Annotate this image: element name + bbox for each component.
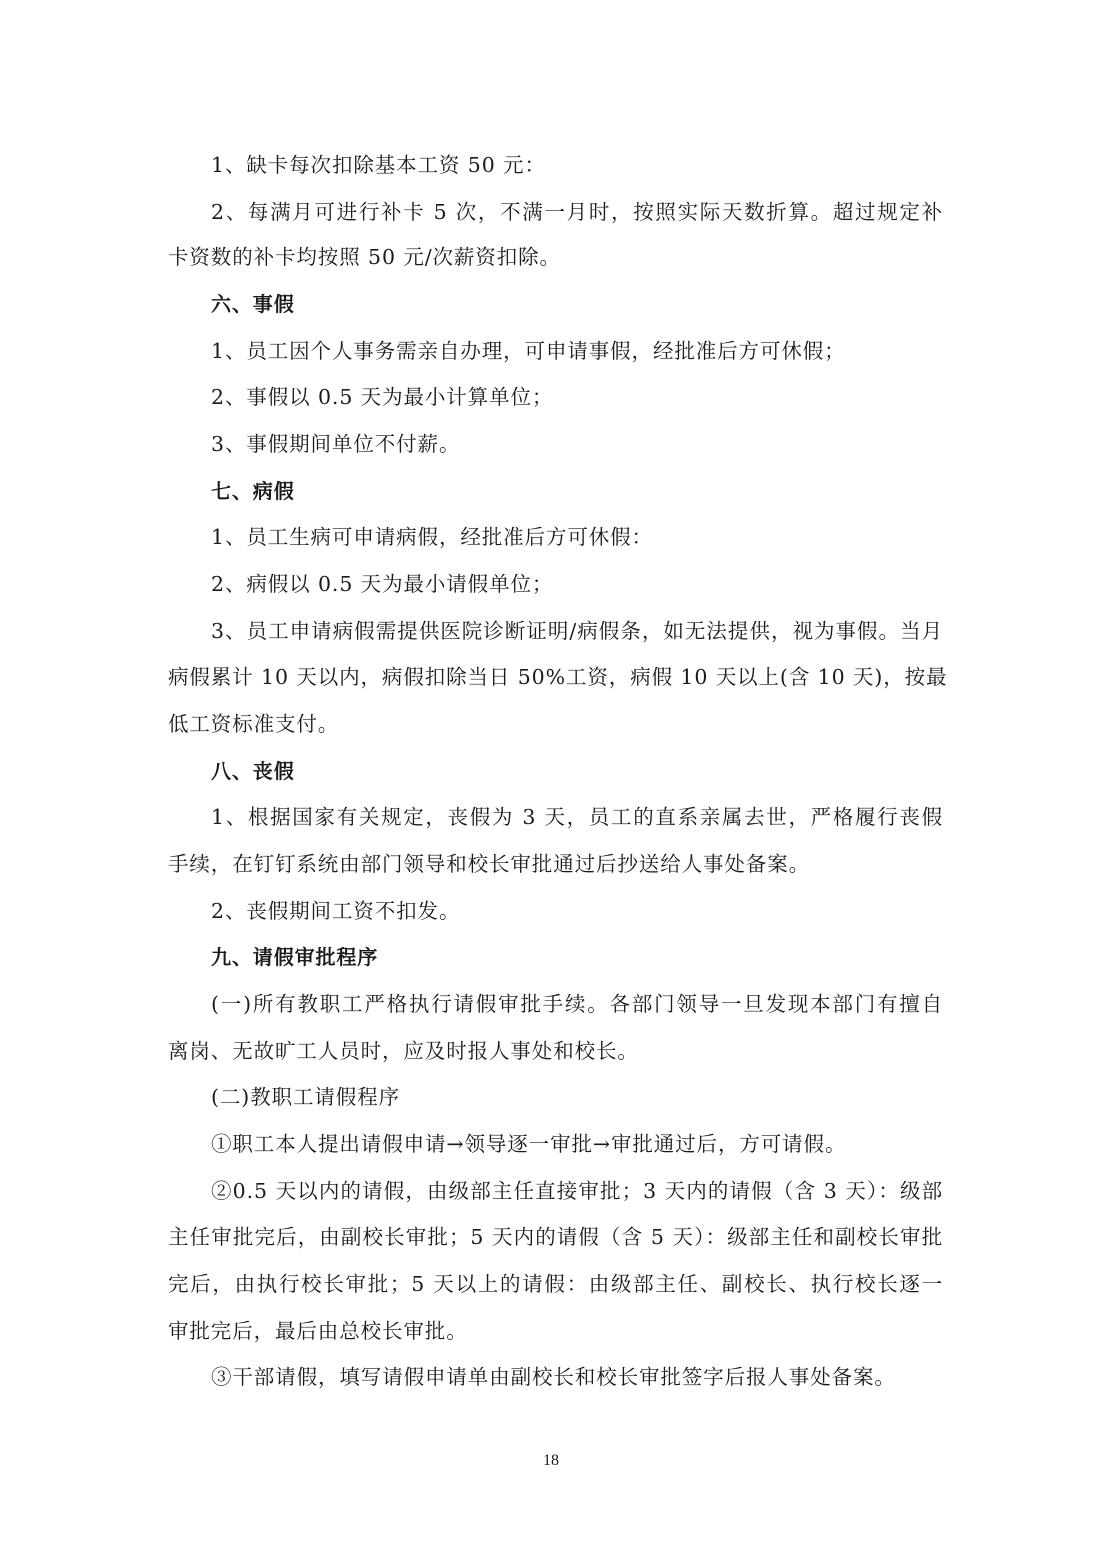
personal-leave-rule-1: 1、员工因个人事务需亲自办理，可申请事假，经批准后方可休假； [211,339,846,363]
approval-step-2-line-3: 完后，由执行校长审批；5 天以上的请假：由级部主任、副校长、执行校长逐一 [168,1272,943,1296]
bereavement-rule-1-line-2: 手续，在钉钉系统由部门领导和校长审批通过后抄送给人事处备案。 [168,852,810,876]
approval-step-2-line-4: 审批完后，最后由总校长审批。 [168,1319,468,1343]
approval-part-1-line-1: (一)所有教职工严格执行请假审批手续。各部门领导一旦发现本部门有擅自 [211,992,943,1016]
section-heading-bereavement-leave: 八、丧假 [211,759,295,783]
approval-step-2-line-1: ②0.5 天以内的请假，由级部主任直接审批；3 天内的请假（含 3 天）：级部 [211,1179,943,1203]
sick-leave-rule-3-line-3: 低工资标准支付。 [168,712,340,736]
page-number: 18 [543,1452,559,1469]
section-heading-leave-approval: 九、请假审批程序 [211,945,379,969]
sick-leave-rule-3-line-1: 3、员工申请病假需提供医院诊断证明/病假条，如无法提供，视为事假。当月 [211,619,943,643]
approval-step-3: ③干部请假，填写请假申请单由副校长和校长审批签字后报人事处备案。 [211,1365,896,1389]
sick-leave-rule-3-line-2: 病假累计 10 天以内，病假扣除当日 50%工资，病假 10 天以上(含 10 天)，按最 [168,665,948,689]
section-heading-sick-leave: 七、病假 [211,479,295,503]
sick-leave-rule-1: 1、员工生病可申请病假，经批准后方可休假： [211,525,653,549]
approval-step-1: ①职工本人提出请假申请→领导逐一审批→审批通过后，方可请假。 [211,1132,847,1156]
rule-makeup-punch-line-2: 卡资数的补卡均按照 50 元/次薪资扣除。 [168,245,561,269]
approval-part-2-title: (二)教职工请假程序 [211,1085,400,1109]
section-heading-personal-leave: 六、事假 [211,292,295,316]
rule-missing-punch-deduction: 1、缺卡每次扣除基本工资 50 元： [211,153,546,177]
bereavement-rule-1-line-1: 1、根据国家有关规定，丧假为 3 天，员工的直系亲属去世，严格履行丧假 [211,805,943,829]
rule-makeup-punch-line-1: 2、每满月可进行补卡 5 次，不满一月时，按照实际天数折算。超过规定补 [211,200,943,224]
sick-leave-rule-2: 2、病假以 0.5 天为最小请假单位； [211,572,554,596]
personal-leave-rule-2: 2、事假以 0.5 天为最小计算单位； [211,385,554,409]
bereavement-rule-2: 2、丧假期间工资不扣发。 [211,899,461,923]
approval-step-2-line-2: 主任审批完后，由副校长审批；5 天内的请假（含 5 天）：级部主任和副校长审批 [168,1225,943,1249]
approval-part-1-line-2: 离岗、无故旷工人员时，应及时报人事处和校长。 [168,1039,639,1063]
personal-leave-rule-3: 3、事假期间单位不付薪。 [211,432,461,456]
